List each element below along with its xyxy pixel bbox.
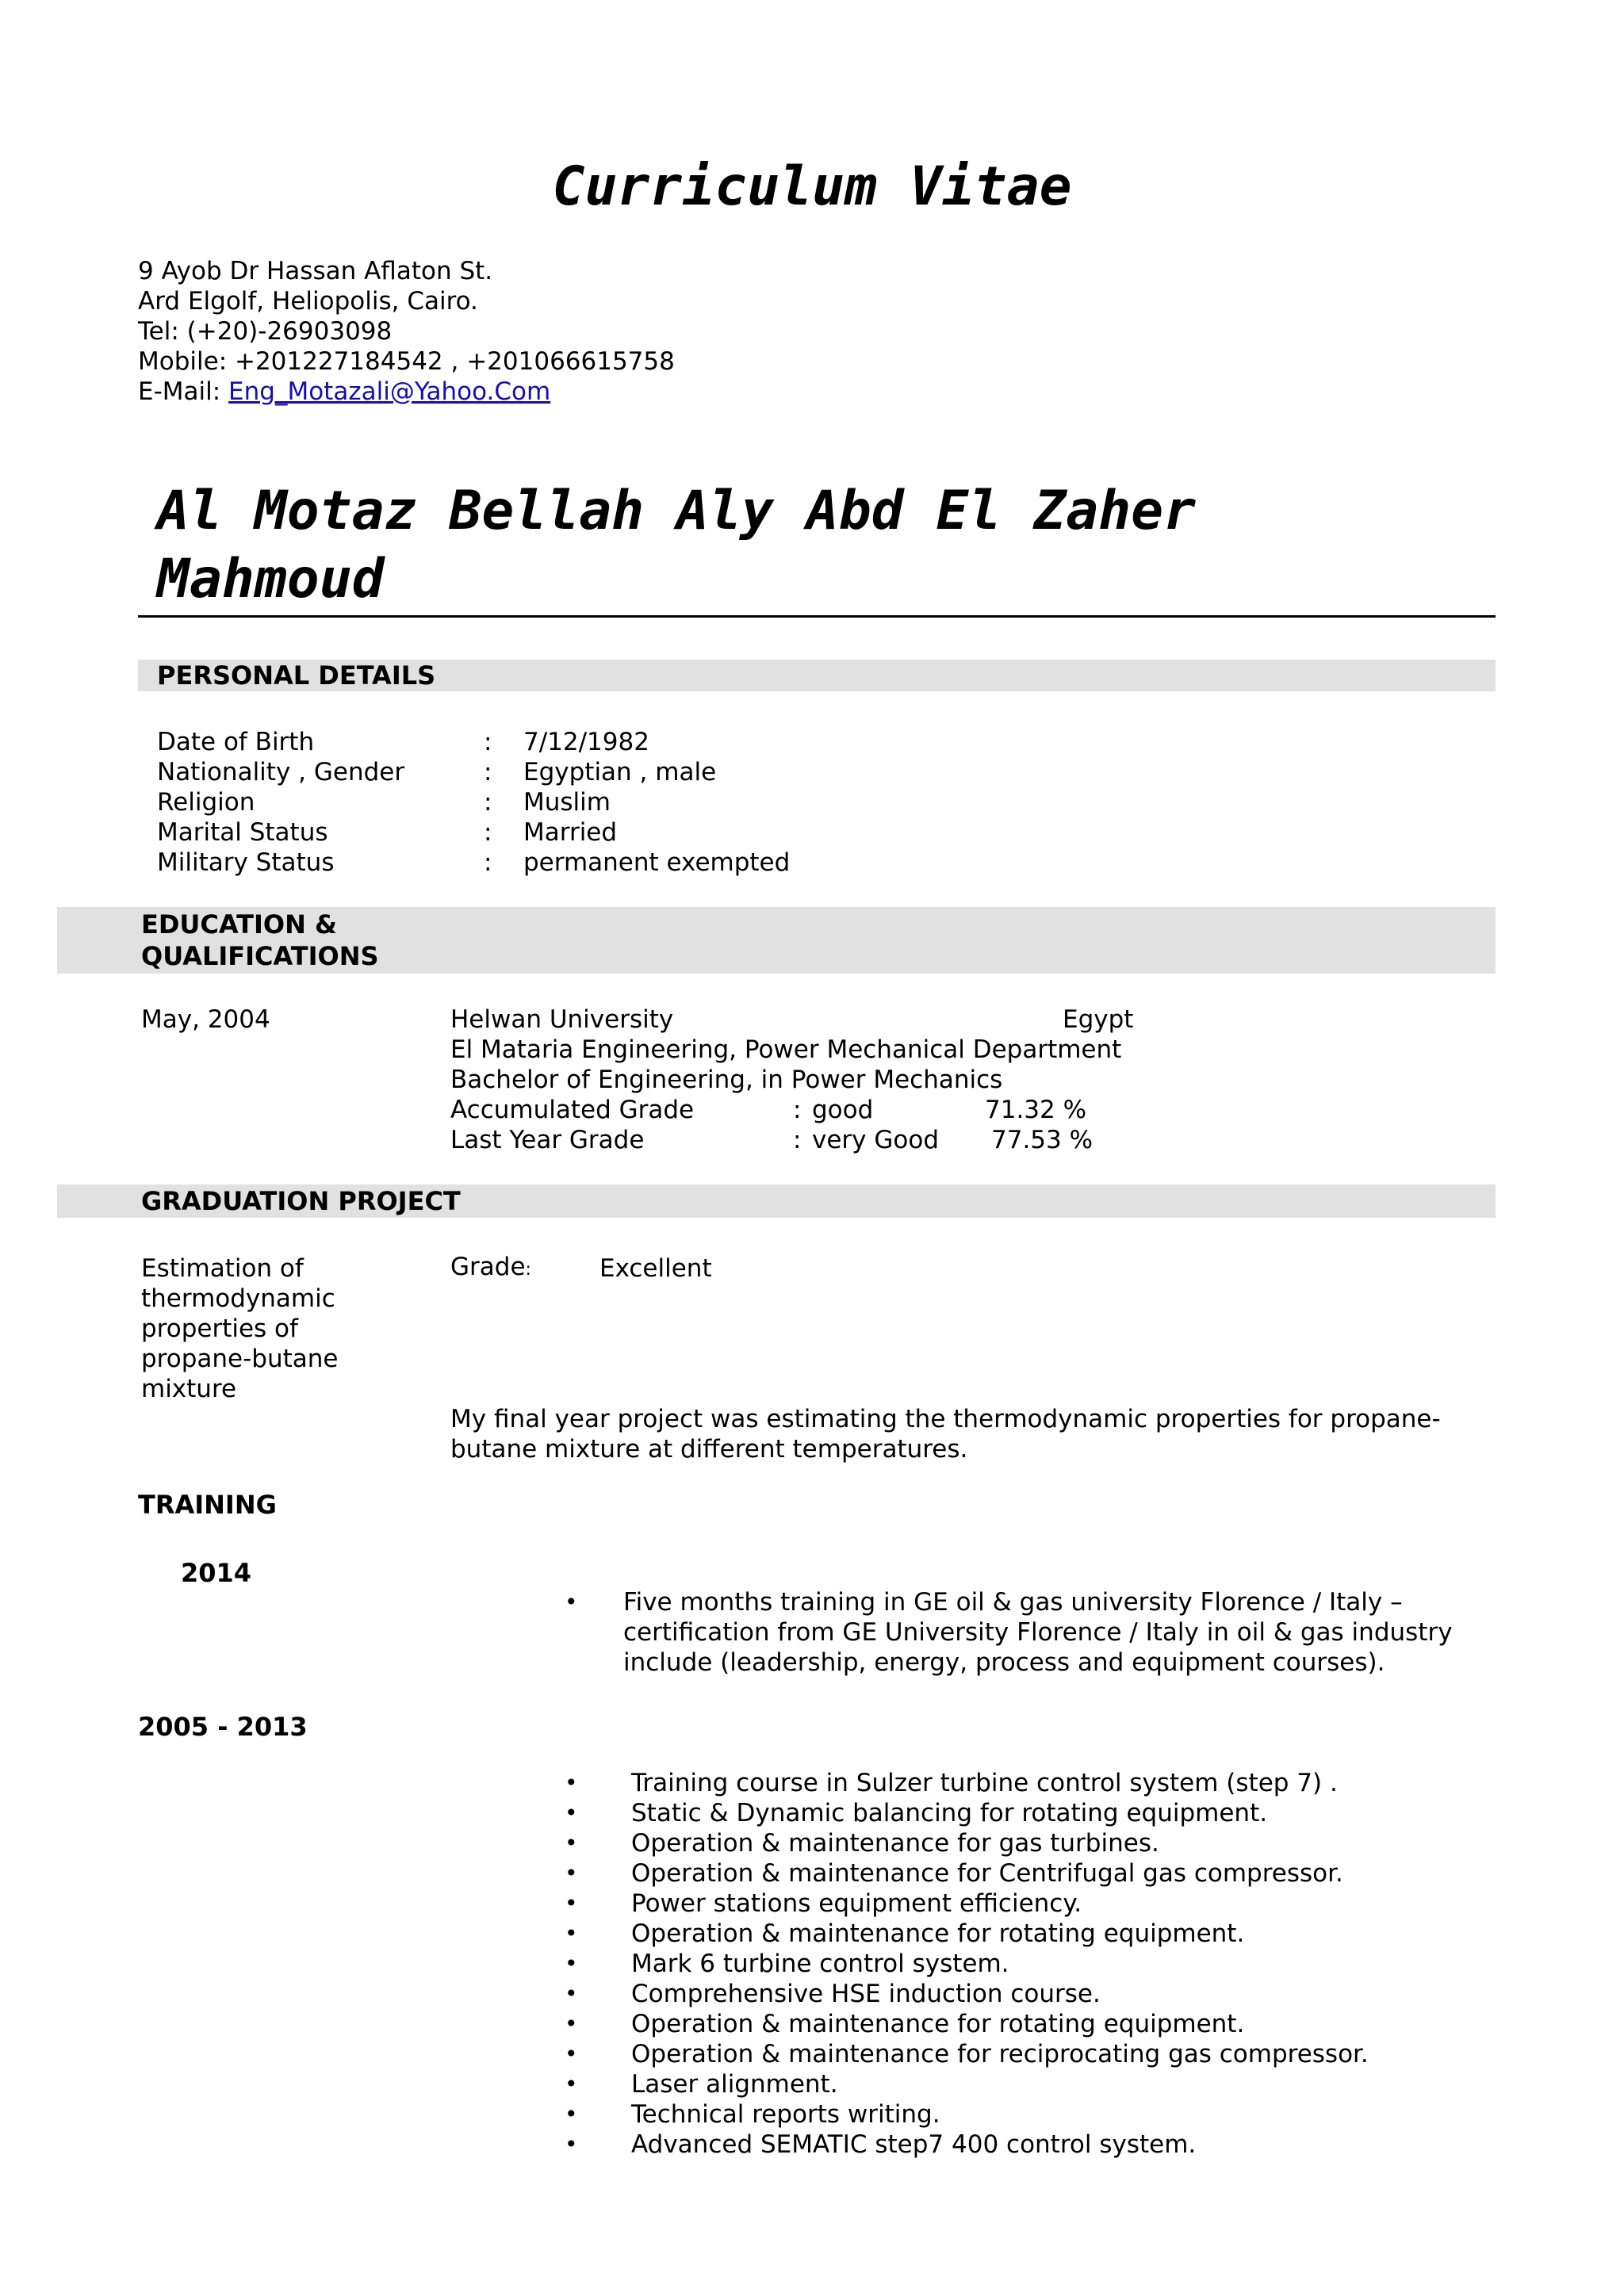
- personal-label-religion: Religion: [157, 788, 255, 817]
- project-grade-label-text: Grade: [450, 1253, 526, 1281]
- personal-label-marital: Marital Status: [157, 818, 328, 847]
- education-university: Helwan University: [450, 1005, 674, 1034]
- project-description-line-2: butane mixture at different temperatures.: [450, 1435, 968, 1464]
- grade-label-last-year: Last Year Grade: [450, 1126, 645, 1154]
- document-title: Curriculum Vitae: [552, 155, 1072, 218]
- personal-sep-military: :: [484, 848, 492, 877]
- training-list-item: Operation & maintenance for Centrifugal gas compressor.: [631, 1859, 1343, 1888]
- personal-value-marital: Married: [523, 818, 618, 847]
- email-label: E-Mail:: [138, 377, 229, 406]
- personal-value-military: permanent exempted: [523, 848, 791, 877]
- training-2014-line-3: include (leadership, energy, process and equipment courses).: [623, 1648, 1385, 1677]
- address-line-2: Ard Elgolf, Heliopolis, Cairo.: [138, 287, 478, 316]
- training-list-item: Operation & maintenance for rotating equipment.: [631, 1919, 1245, 1948]
- grade-percent-last-year: 77.53 %: [991, 1126, 1094, 1154]
- personal-sep-dob: :: [484, 728, 492, 756]
- mobile: Mobile: +201227184542 , +201066615758: [138, 347, 675, 376]
- training-list-item: Operation & maintenance for reciprocating gas compressor.: [631, 2040, 1369, 2068]
- training-2014-line-2: certification from GE University Florence / Italy in oil & gas industry: [623, 1618, 1453, 1647]
- project-description-line-1: My final year project was estimating the thermodynamic properties for propane-: [450, 1405, 1441, 1433]
- training-bullet: •: [565, 1980, 578, 2007]
- education-faculty: El Mataria Engineering, Power Mechanical Department: [450, 1035, 1122, 1064]
- project-grade-value: Excellent: [599, 1254, 712, 1283]
- project-title-line-2: thermodynamic: [141, 1284, 335, 1313]
- training-bullet: •: [565, 1920, 578, 1946]
- personal-sep-religion: :: [484, 788, 492, 817]
- training-list-item: Advanced SEMATIC step7 400 control system.: [631, 2130, 1197, 2159]
- personal-details-heading: PERSONAL DETAILS: [157, 660, 436, 691]
- address-line-1: 9 Ayob Dr Hassan Aflaton St.: [138, 257, 493, 285]
- training-period-2014: 2014: [181, 1558, 252, 1588]
- graduation-project-heading: GRADUATION PROJECT: [141, 1186, 461, 1216]
- training-bullet: •: [565, 1860, 578, 1886]
- training-list-item: Comprehensive HSE induction course.: [631, 1980, 1101, 2008]
- training-list-item: Laser alignment.: [631, 2070, 838, 2099]
- education-heading-line-1: EDUCATION &: [141, 909, 337, 939]
- personal-value-nationality: Egyptian , male: [523, 758, 717, 786]
- training-list-item: Technical reports writing.: [631, 2100, 940, 2129]
- training-list-item: Operation & maintenance for rotating equipment.: [631, 2010, 1245, 2038]
- candidate-name-line-1: Al Motaz Bellah Aly Abd El Zaher: [157, 480, 1197, 542]
- grade-label-accumulated: Accumulated Grade: [450, 1096, 695, 1124]
- training-bullet: •: [565, 2131, 578, 2157]
- training-list-item: Operation & maintenance for gas turbines.: [631, 1829, 1159, 1858]
- personal-sep-nationality: :: [484, 758, 492, 786]
- training-bullet: •: [565, 1890, 578, 1916]
- training-bullet: •: [565, 1589, 578, 1615]
- training-list-item: Static & Dynamic balancing for rotating equipment.: [631, 1799, 1268, 1827]
- training-heading: TRAINING: [138, 1490, 277, 1520]
- training-bullet: •: [565, 1950, 578, 1976]
- personal-label-military: Military Status: [157, 848, 335, 877]
- training-bullet: •: [565, 1800, 578, 1826]
- personal-sep-marital: :: [484, 818, 492, 847]
- training-bullet: •: [565, 1770, 578, 1796]
- education-degree: Bachelor of Engineering, in Power Mechanics: [450, 1066, 1003, 1094]
- training-bullet: •: [565, 2101, 578, 2127]
- project-grade-colon: :: [525, 1260, 531, 1280]
- education-heading-line-2: QUALIFICATIONS: [141, 941, 379, 971]
- training-2014-line-1: Five months training in GE oil & gas university Florence / Italy –: [623, 1588, 1403, 1617]
- email-line: [138, 377, 550, 407]
- grade-percent-accumulated: 71.32 %: [985, 1096, 1087, 1124]
- project-title-line-4: propane-butane: [141, 1345, 339, 1373]
- name-divider: [138, 615, 1496, 618]
- grade-value-last-year: very Good: [812, 1126, 939, 1154]
- education-date: May, 2004: [141, 1005, 270, 1034]
- project-grade-label: [450, 1252, 531, 1285]
- training-list-item: Training course in Sulzer turbine control system (step 7) .: [631, 1769, 1338, 1797]
- grade-sep-accumulated: :: [793, 1096, 802, 1124]
- education-country: Egypt: [1063, 1005, 1134, 1034]
- training-list-item: Power stations equipment efficiency.: [631, 1889, 1082, 1918]
- grade-sep-last-year: :: [793, 1126, 802, 1154]
- training-period-2005-2013: 2005 - 2013: [138, 1712, 308, 1742]
- training-bullet: •: [565, 2071, 578, 2097]
- training-bullet: •: [565, 2011, 578, 2037]
- project-title-line-5: mixture: [141, 1375, 237, 1403]
- grade-value-accumulated: good: [812, 1096, 874, 1124]
- training-list-item: Mark 6 turbine control system.: [631, 1950, 1009, 1978]
- personal-label-nationality: Nationality , Gender: [157, 758, 405, 786]
- training-bullet: •: [565, 2041, 578, 2067]
- personal-value-dob: 7/12/1982: [523, 728, 649, 756]
- project-title-line-3: properties of: [141, 1314, 298, 1343]
- project-title-line-1: Estimation of: [141, 1254, 304, 1283]
- candidate-name-line-2: Mahmoud: [157, 548, 385, 610]
- training-bullet: •: [565, 1830, 578, 1856]
- candidate-name: [157, 477, 1196, 614]
- email-link[interactable]: Eng_Motazali@Yahoo.Com: [228, 377, 551, 406]
- personal-value-religion: Muslim: [523, 788, 611, 817]
- personal-label-dob: Date of Birth: [157, 728, 315, 756]
- telephone: Tel: (+20)-26903098: [138, 317, 393, 346]
